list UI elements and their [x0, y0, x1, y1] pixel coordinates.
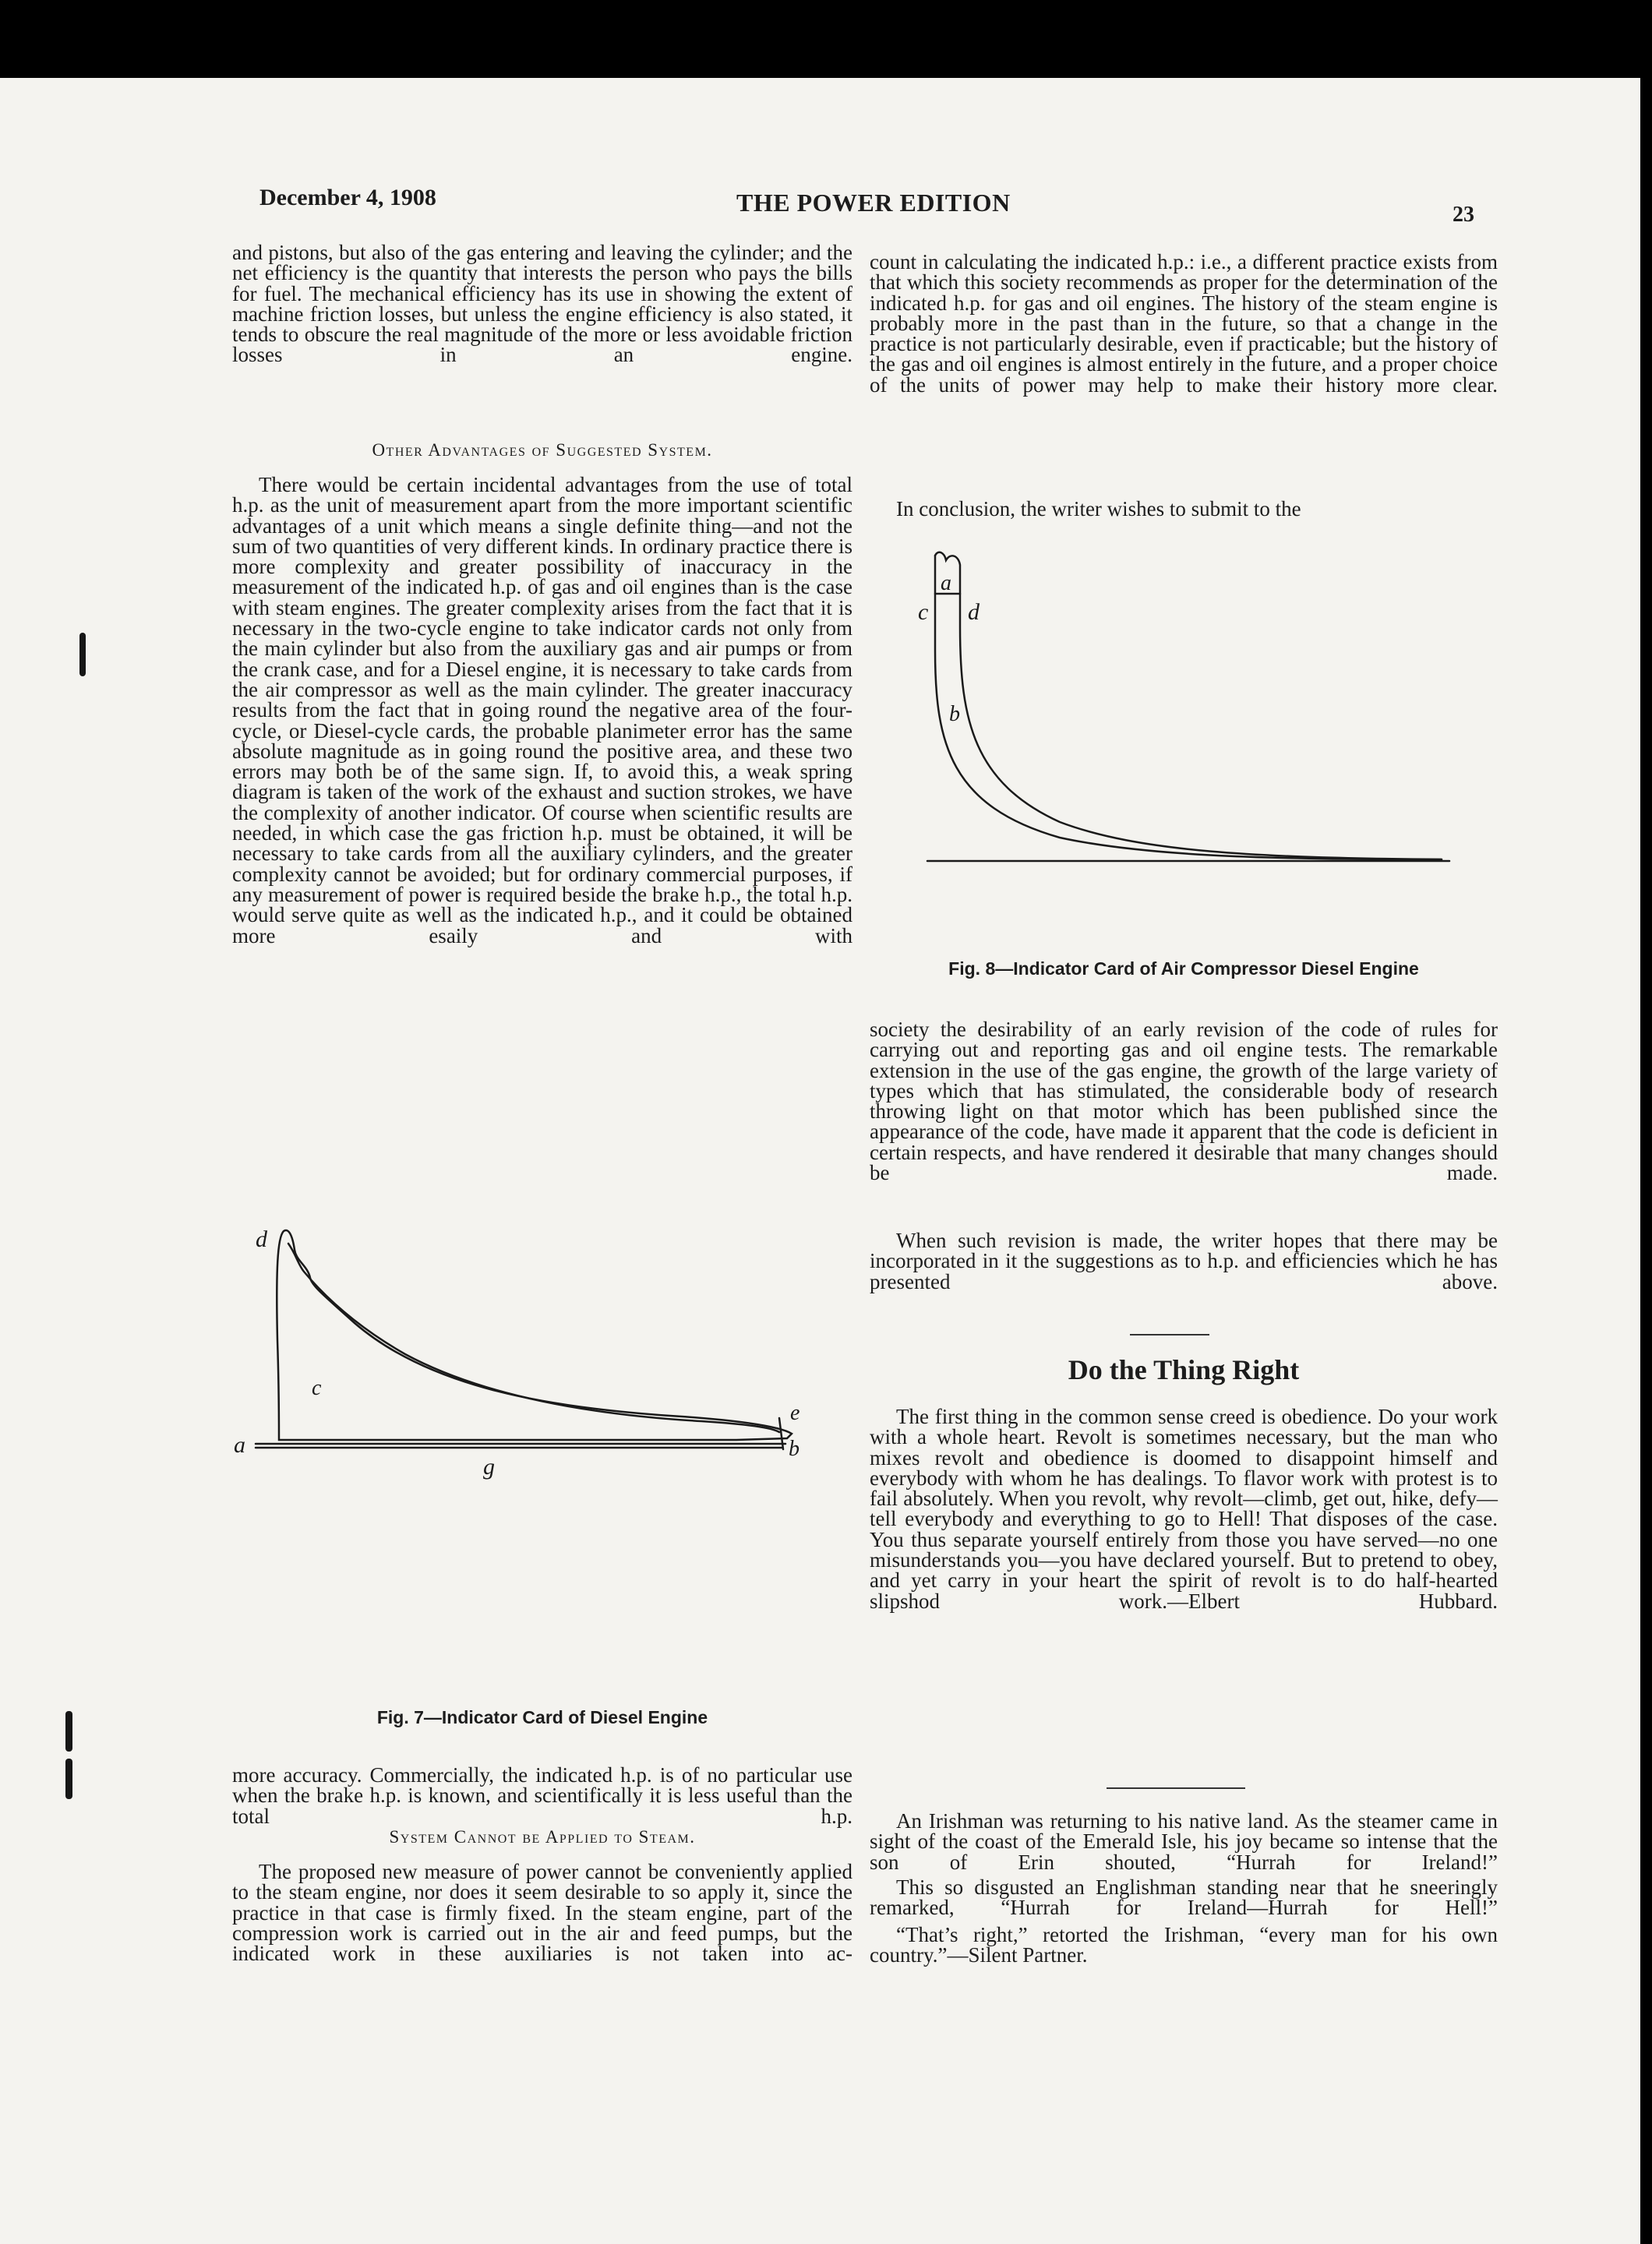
article-title: Do the Thing Right — [1068, 1354, 1300, 1385]
fig8-label-a: a — [941, 571, 951, 595]
section-divider-rule — [1130, 1334, 1209, 1335]
header-date: December 4, 1908 — [259, 185, 436, 210]
anecdote-paragraph-1: An Irishman was returning to his native land. As the steamer came in sight of the coast of the Emerald Isle, his joy became so intense that the son of Erin shouted, “Hurrah for Ireland!” — [870, 1809, 1498, 1874]
fig7-label-g: g — [483, 1454, 495, 1480]
header-page-number: 23 — [1453, 203, 1474, 227]
fig7-label-d: d — [256, 1226, 267, 1252]
fig8-label-d: d — [968, 599, 980, 625]
left-paragraph-2: There would be certain incidental advantages from the use of total h.p. as the unit of measurement apart from the more important scientific advantages of a unit which means a single definite thing—and not the sum of two quantities of very different kinds. In ordinary practice there is more complexity and greater possibility of inaccuracy in the measurement of the indicated h.p. of gas and oil engines than is the case with steam engines. The greater complexity arises from the fact that it is necessary in the two-cycle engine to take indicator cards not only from the main cylinder but also from the auxiliary gas and air pumps or from the crank case, and for a Diesel engine, it is necessary to take cards from the air compressor as well as the main cylinder. The greater inaccuracy results from the fact that in going round the negative area of the four-cycle, or Diesel-cycle cards, the probable planimeter error has the same absolute magnitude as in going round the positive area, and these two errors may both be of the same sign. If, to avoid this, a weak spring diagram is taken of the work of the exhaust and suction strokes, we have the complexity of another indicator. Of course when scientific results are needed, in which case the gas friction h.p. must be obtained, it will be necessary to take cards from all the auxiliary cylinders, and the greater complexity cannot be avoided; but for ordinary commercial purposes, if any measurement of power is required beside the brake h.p., the total h.p. would serve quite as well as the indicated h.p., and it could be obtained more esaily and with — [232, 473, 852, 947]
header-publication: THE POWER EDITION — [736, 189, 1011, 217]
anecdote-paragraph-2: This so disgusted an Englishman standing near that he sneeringly remarked, “Hurrah for Ireland—Hurrah for Hell!” — [870, 1875, 1498, 1920]
fig8-label-c: c — [918, 599, 929, 625]
fig7-label-a: a — [234, 1432, 245, 1458]
figure-8-indicator-card-diagram — [904, 549, 1465, 869]
left-paragraph-4: The proposed new measure of power cannot be conveniently applied to the steam engine, nor does it seem desirable to so apply it, since the practice in that case is firmly fixed. In the steam engine, part of the compression work is carried out in the air and feed pumps, but the indicated work in these auxiliaries is not taken into ac- — [232, 1860, 852, 1966]
article-divider-rule — [1107, 1787, 1245, 1789]
figure-7-indicator-card-diagram — [234, 1223, 842, 1543]
binding-mark-bottom — [65, 1759, 72, 1799]
fig8-label-b: b — [949, 702, 960, 726]
fig8-outer-curve — [935, 552, 1442, 859]
figure-7-caption: Fig. 7—Indicator Card of Diesel Engine — [376, 1707, 708, 1727]
binding-mark-middle — [65, 1711, 72, 1752]
figure-8-caption: Fig. 8—Indicator Card of Air Compressor Diesel Engine — [948, 958, 1419, 979]
anecdote-paragraph-3: “That’s right,” retorted the Irishman, “every man for his own country.”—Silent Partner. — [870, 1923, 1498, 1967]
fig7-label-b: b — [789, 1437, 800, 1461]
binding-mark-top — [79, 633, 86, 676]
page — [0, 78, 1640, 2244]
article-body: The first thing in the common sense creed is obedience. Do your work with a whole heart. Revolt is sometimes necessary, but the man who mixes revolt and obedience is doomed to disappoint himself and everybody with whom he has dealings. To flavor work with protest is to fail absolutely. When you revolt, why revolt—climb, get out, hike, defy—tell everybody and everything to go to Hell! That disposes of the case. You thus separate yourself entirely from those you have served—no one misunderstands you—you have declared yourself. But to pretend to obey, and yet carry in your heart the spirit of revolt is to do half-hearted slipshod work.—Elbert Hubbard. — [870, 1405, 1498, 1613]
fig7-inner-curve — [288, 1244, 779, 1432]
left-paragraph-1: and pistons, but also of the gas entering and leaving the cylinder; and the net efficiency is the quantity that interests the person who pays the bills for fuel. The mechanical efficiency has its use in showing the extent of machine friction losses, but unless the engine efficiency is also stated, it tends to obscure the real magnitude of the more or less avoidable friction losses in an engine. — [232, 241, 852, 367]
right-paragraph-1: count in calculating the indicated h.p.: i.e., a different practice exists from that which this society recommends as proper for the determination of the indicated h.p. for gas and oil engines. The history of the steam engine is probably more in the past than in the future, so that a change in the practice is not particularly desirable, even if practicable; but the history of the gas and oil engines is almost entirely in the future, and a proper choice of the units of power may help to make their history more clear. — [870, 250, 1498, 397]
fig7-label-e: e — [790, 1401, 800, 1425]
fig7-label-c: c — [312, 1376, 322, 1400]
right-paragraph-4: When such revision is made, the writer hopes that there may be incorporated in it the suggestions as to h.p. and efficiencies which he has presented above. — [870, 1229, 1498, 1293]
right-paragraph-3: society the desirability of an early revision of the code of rules for carrying out and reporting gas and oil engine tests. The remarkable extension in the use of the gas engine, the growth of the large variety of types which that has stimulated, the considerable body of research throwing light on that motor which has been published since the appearance of the code, have made it apparent that the code is deficient in certain respects, and have rendered it desirable that many changes should be made. — [870, 1018, 1498, 1185]
fig7-outer-curve — [277, 1230, 792, 1440]
fig8-inner-curve — [935, 556, 1442, 859]
left-section-heading-2: System Cannot be Applied to Steam. — [389, 1827, 696, 1847]
left-paragraph-3: more accuracy. Commercially, the indicated h.p. is of no particular use when the brake h.p. is known, and scientifically it is less useful than the total h.p. — [232, 1763, 852, 1828]
left-section-heading-1: Other Advantages of Suggested System. — [372, 440, 713, 460]
right-paragraph-2: In conclusion, the writer wishes to submit to the — [896, 497, 1301, 520]
